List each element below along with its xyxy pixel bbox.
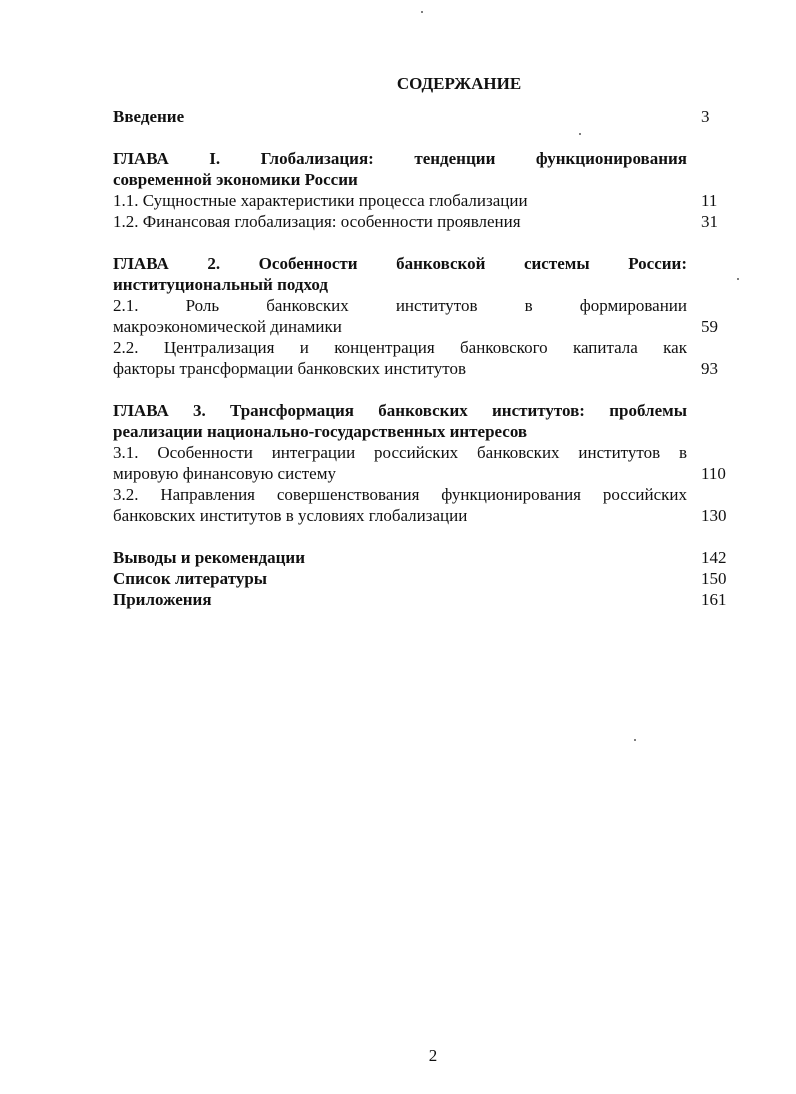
toc-entry-text: Список литературы bbox=[113, 569, 268, 588]
toc-entry-page: 130 bbox=[701, 506, 727, 525]
toc-entry-text: мировую финансовую систему bbox=[113, 464, 336, 483]
scan-speck bbox=[421, 11, 423, 13]
scan-speck bbox=[737, 278, 739, 280]
toc-entry-text: ГЛАВА I. Глобализация: тенденции функционирования bbox=[113, 149, 687, 168]
toc-entry-page: 93 bbox=[701, 359, 718, 378]
toc-entry-text: Введение bbox=[113, 107, 185, 126]
toc-entry-text: 3.2. Направления совершенствования функционирования российских bbox=[113, 485, 687, 504]
toc-entry-text: 1.2. Финансовая глобализация: особенности проявления bbox=[113, 212, 521, 231]
toc-entry-page: 31 bbox=[701, 212, 718, 231]
toc-entry-page: 150 bbox=[701, 569, 727, 588]
toc-entry-text: институциональный подход bbox=[113, 275, 328, 294]
scan-speck bbox=[634, 739, 636, 741]
toc-entry-page: 11 bbox=[701, 191, 718, 210]
scan-speck bbox=[579, 133, 581, 135]
page-number: 2 bbox=[428, 1046, 438, 1065]
toc-entry-text: ГЛАВА 3. Трансформация банковских институтов: проблемы bbox=[113, 401, 687, 420]
toc-entry-text: банковских институтов в условиях глобализации bbox=[113, 506, 468, 525]
toc-entry-page: 142 bbox=[701, 548, 727, 567]
toc-entry-text: Приложения bbox=[113, 590, 212, 609]
page-title: СОДЕРЖАНИЕ bbox=[396, 74, 522, 93]
toc-entry-page: 161 bbox=[701, 590, 727, 609]
toc-entry-text: 2.1. Роль банковских институтов в формировании bbox=[113, 296, 687, 315]
toc-entry-page: 3 bbox=[701, 107, 710, 126]
toc-entry-text: 1.1. Сущностные характеристики процесса глобализации bbox=[113, 191, 528, 210]
toc-entry-text: факторы трансформации банковских институтов bbox=[113, 359, 466, 378]
toc-entry-text: Выводы и рекомендации bbox=[113, 548, 306, 567]
toc-entry-text: современной экономики России bbox=[113, 170, 358, 189]
toc-entry-text: 3.1. Особенности интеграции российских банковских институтов в bbox=[113, 443, 687, 462]
toc-entry-text: макроэкономической динамики bbox=[113, 317, 342, 336]
toc-entry-text: ГЛАВА 2. Особенности банковской системы России: bbox=[113, 254, 687, 273]
toc-entry-page: 110 bbox=[701, 464, 726, 483]
toc-entry-text: 2.2. Централизация и концентрация банковского капитала как bbox=[113, 338, 687, 357]
toc-entry-page: 59 bbox=[701, 317, 718, 336]
toc-entry-text: реализации национально-государственных интересов bbox=[113, 422, 528, 441]
